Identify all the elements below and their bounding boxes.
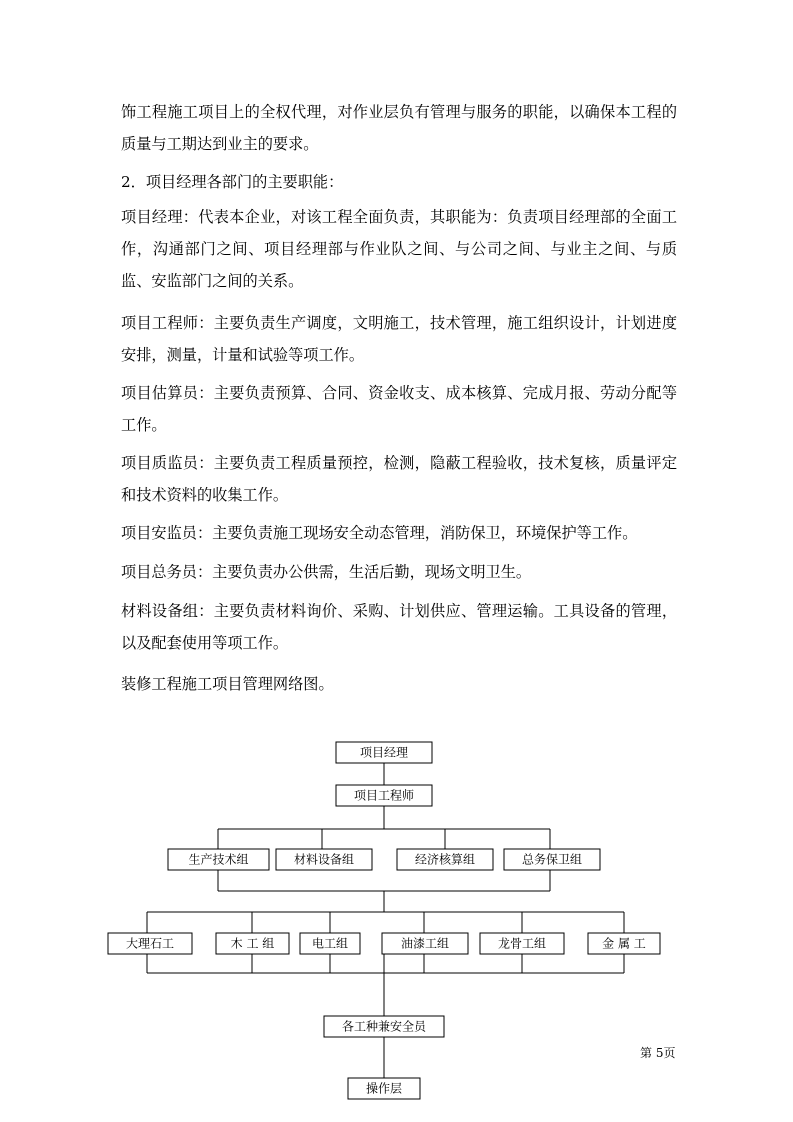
box-trade-carpentry	[216, 933, 289, 954]
box-dept-label: 材料设备组	[293, 852, 355, 867]
box-operations-layer	[348, 1078, 420, 1099]
box-dept-label: 经济核算组	[414, 852, 476, 867]
box-safety-officers	[324, 1016, 444, 1037]
paragraph-estimator: 项目估算员：主要负责预算、合同、资金收支、成本核算、完成月报、劳动分配等工作。	[121, 384, 677, 434]
box-trade-marble	[108, 933, 192, 954]
box-dept-economic-accounting	[397, 849, 493, 870]
chart-caption: 装修工程施工项目管理网络图。	[121, 675, 334, 693]
paragraph-intro: 饰工程施工项目上的全权代理，对作业层负有管理与服务的职能，以确保本工程的质量与工期达到业主的要求。	[121, 103, 677, 153]
box-project-manager	[336, 742, 432, 763]
paragraph-quality-supervisor: 项目质监员：主要负责工程质量预控，检测，隐蔽工程验收，技术复核，质量评定和技术资料的收集工作。	[121, 454, 677, 504]
box-dept-production-tech	[168, 849, 269, 870]
box-trade-metal	[588, 933, 660, 954]
paragraph-safety-supervisor: 项目安监员：主要负责施工现场安全动态管理，消防保卫，环境保护等工作。	[121, 524, 638, 542]
box-project-manager-label: 项目经理	[359, 745, 409, 760]
section-heading: 2．项目经理各部门的主要职能：	[121, 173, 344, 191]
box-safety-officers-label: 各工种兼安全员	[341, 1019, 427, 1034]
box-project-engineer-label: 项目工程师	[353, 788, 415, 803]
box-trade-label: 金 属 工	[602, 936, 646, 951]
box-trade-keel	[480, 933, 564, 954]
box-trade-label: 电工组	[311, 936, 349, 951]
page-number: 第 5页	[640, 1046, 676, 1060]
box-trade-electrical	[300, 933, 360, 954]
box-dept-label: 总务保卫组	[521, 852, 583, 867]
paragraph-project-engineer: 项目工程师：主要负责生产调度，文明施工，技术管理，施工组织设计，计划进度安排，测量，计量和试验等项工作。	[121, 314, 677, 364]
box-dept-materials-equipment	[276, 849, 372, 870]
box-project-engineer	[336, 785, 432, 806]
box-operations-layer-label: 操作层	[365, 1081, 403, 1096]
paragraph-project-manager: 项目经理：代表本企业，对该工程全面负责，其职能为：负责项目经理部的全面工作，沟通部门之间、项目经理部与作业队之间、与公司之间、与业主之间、与质监、安监部门之间的关系。	[121, 208, 677, 290]
box-dept-general-security	[504, 849, 600, 870]
box-trade-label: 木 工 组	[230, 936, 275, 951]
box-trade-label: 油漆工组	[400, 936, 450, 951]
box-trade-label: 大理石工	[125, 936, 175, 951]
box-trade-label: 龙骨工组	[497, 936, 547, 951]
box-dept-label: 生产技术组	[188, 852, 249, 867]
paragraph-materials-equipment: 材料设备组：主要负责材料询价、采购、计划供应、管理运输。工具设备的管理，以及配套使用等项工作。	[121, 602, 677, 652]
box-trade-painting	[382, 933, 468, 954]
paragraph-general-affairs: 项目总务员：主要负责办公供需，生活后勤，现场文明卫生。	[121, 563, 532, 581]
